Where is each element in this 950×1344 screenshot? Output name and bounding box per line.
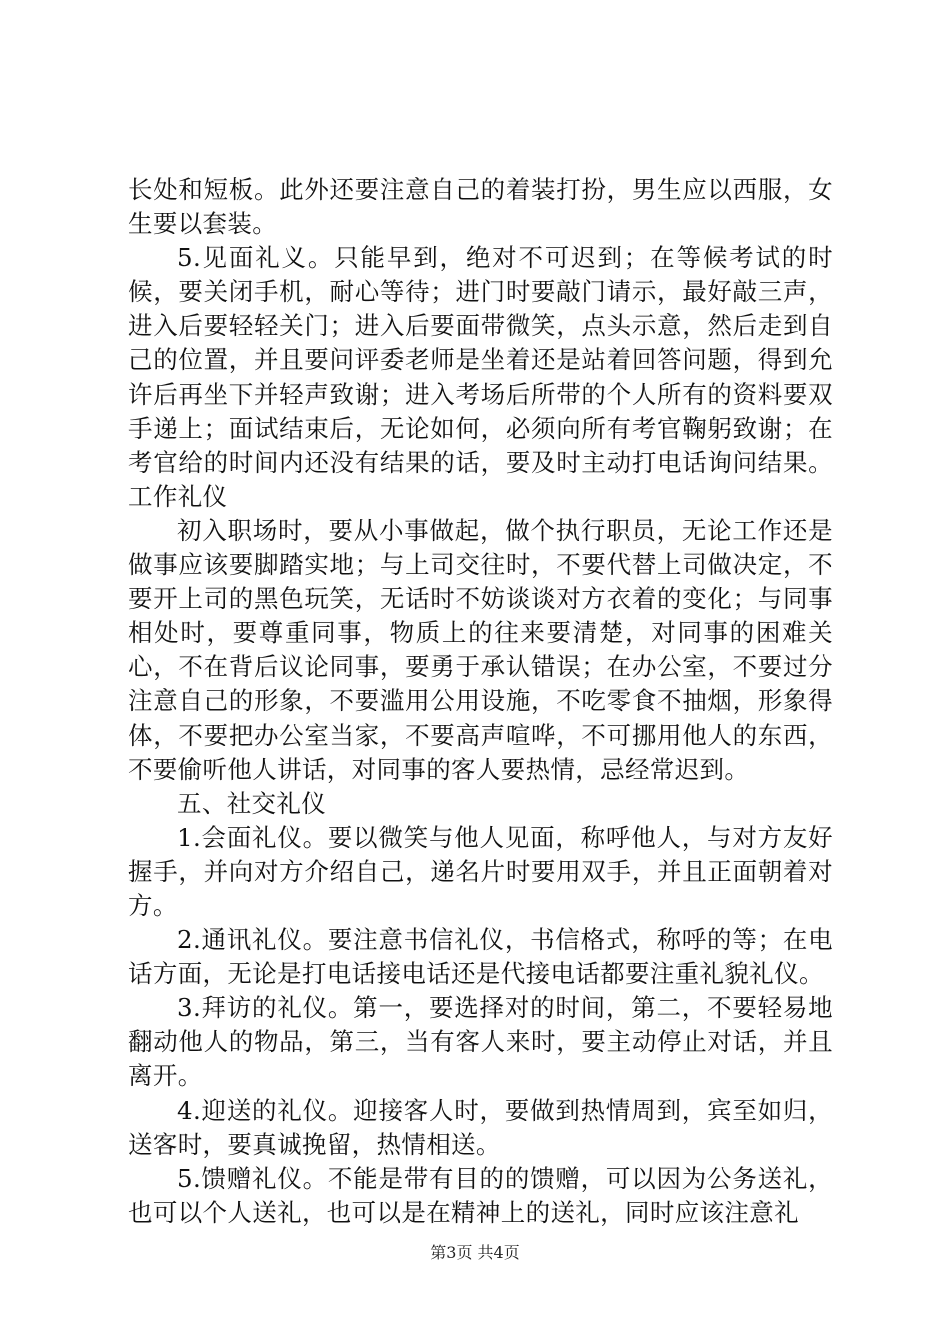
paragraph: 3.拜访的礼仪。第一，要选择对的时间，第二，不要轻易地翻动他人的物品，第三，当有客人来时，要主动停止对话，并且离开。 (128, 993, 833, 1091)
paragraph: 2.通讯礼仪。要注意书信礼仪，书信格式，称呼的等；在电话方面，无论是打电话接电话还是代接电话都要注重礼貌礼仪。 (128, 925, 833, 989)
paragraph: 5.馈赠礼仪。不能是带有目的的馈赠，可以因为公务送礼，也可以个人送礼，也可以是在精神上的送礼，同时应该注意礼 (128, 1163, 833, 1227)
document-body (128, 173, 833, 1230)
paragraph: 5.见面礼义。只能早到，绝对不可迟到；在等候考试的时候，要关闭手机，耐心等待；进门时要敲门请示，最好敲三声，进入后要轻轻关门；进入后要面带微笑，点头示意，然后走到自己的位置，并且要问评委老师是坐着还是站着回答问题，得到允许后再坐下并轻声致谢；进入考场后所带的个人所有的资料要双手递上；面试结束后，无论如何，必须向所有考官鞠躬致谢；在考官给的时间内还没有结果的话，要及时主动打电话询问结果。工作礼仪 (128, 243, 833, 511)
paragraph: 4.迎送的礼仪。迎接客人时，要做到热情周到，宾至如归，送客时，要真诚挽留，热情相送。 (128, 1095, 833, 1159)
page-footer (0, 1243, 950, 1263)
section-heading: 五、社交礼仪 (177, 788, 327, 818)
paragraph: 长处和短板。此外还要注意自己的着装打扮，男生应以西服，女生要以套装。 (128, 175, 833, 239)
page-number-label: 第3页 共4页 (430, 1243, 520, 1262)
paragraph: 1.会面礼仪。要以微笑与他人见面，称呼他人，与对方友好握手，并向对方介绍自己，递名片时要用双手，并且正面朝着对方。 (128, 822, 833, 920)
paragraph: 初入职场时，要从小事做起，做个执行职员，无论工作还是做事应该要脚踏实地；与上司交往时，不要代替上司做决定，不要开上司的黑色玩笑，无话时不妨谈谈对方衣着的变化；与同事相处时，要尊重同事，物质上的往来要清楚，对同事的困难关心，不在背后议论同事，要勇于承认错误；在办公室，不要过分注意自己的形象，不要滥用公用设施，不吃零食不抽烟，形象得体，不要把办公室当家，不要高声喧哗，不可挪用他人的东西，不要偷听他人讲话，对同事的客人要热情，忌经常迟到。 (128, 515, 833, 784)
